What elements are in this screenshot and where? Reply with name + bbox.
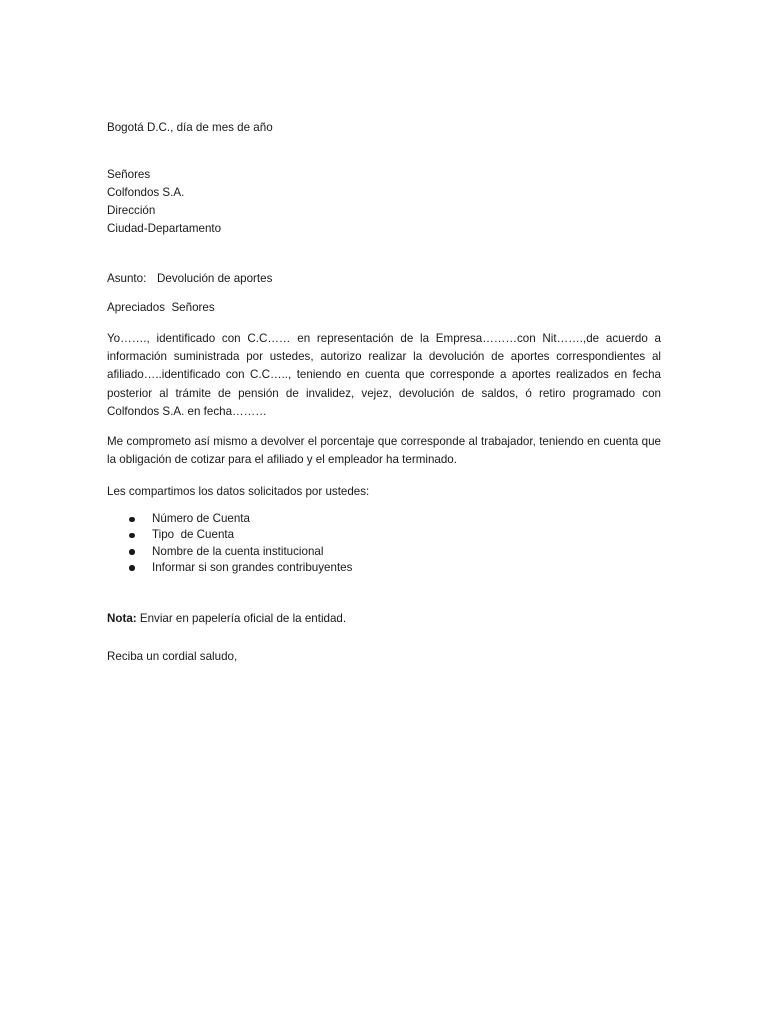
recipient-salutation: Señores <box>107 168 151 181</box>
subject-label: Asunto: <box>107 272 147 285</box>
note-label: Nota: <box>107 612 137 625</box>
body-paragraph-1: Yo……., identificado con C.C…… en representación de la Empresa………con Nit…….,de acuerdo a información suministrada por ustedes, autorizo realizar la devolución de aportes correspondientes al afiliado…..identificado con C.C….., teniendo en cuenta que corresponde a aportes realizados en fecha posterior al trámite de pensión de invalidez, vejez, devolución de saldos, ó retiro programado con Colfondos S.A. en fecha……… <box>107 332 661 418</box>
list-item <box>107 511 352 527</box>
recipient-city: Ciudad-Departamento <box>107 222 222 235</box>
recipient-company: Colfondos S.A. <box>107 186 185 199</box>
list-item-text: Tipo de Cuenta <box>152 528 235 542</box>
list-item <box>107 527 352 543</box>
bullet-icon <box>129 549 135 555</box>
list-item-text: Nombre de la cuenta institucional <box>152 544 324 558</box>
bullet-icon <box>129 533 135 539</box>
subject-line <box>107 270 272 288</box>
requested-data-list <box>107 511 352 576</box>
subject-text: Devolución de aportes <box>157 272 273 285</box>
greeting: Apreciados Señores <box>107 301 215 314</box>
closing: Reciba un cordial saludo, <box>107 650 238 663</box>
note-line <box>107 610 346 628</box>
place-date: Bogotá D.C., día de mes de año <box>107 121 273 134</box>
bullet-icon <box>129 517 135 523</box>
data-intro: Les compartimos los datos solicitados por ustedes: <box>107 485 370 498</box>
list-item-text: Informar si son grandes contribuyentes <box>152 560 353 574</box>
note-text: Enviar en papelería oficial de la entidad. <box>136 612 347 625</box>
recipient-address: Dirección <box>107 204 156 217</box>
list-item <box>107 544 352 560</box>
list-item-text: Número de Cuenta <box>152 512 250 525</box>
bullet-icon <box>129 565 135 571</box>
list-item <box>107 560 352 576</box>
body-paragraph-2: Me comprometo así mismo a devolver el porcentaje que corresponde al trabajador, teniendo en cuenta que la obligación de cotizar para el afiliado y el empleador ha terminado. <box>107 435 661 467</box>
